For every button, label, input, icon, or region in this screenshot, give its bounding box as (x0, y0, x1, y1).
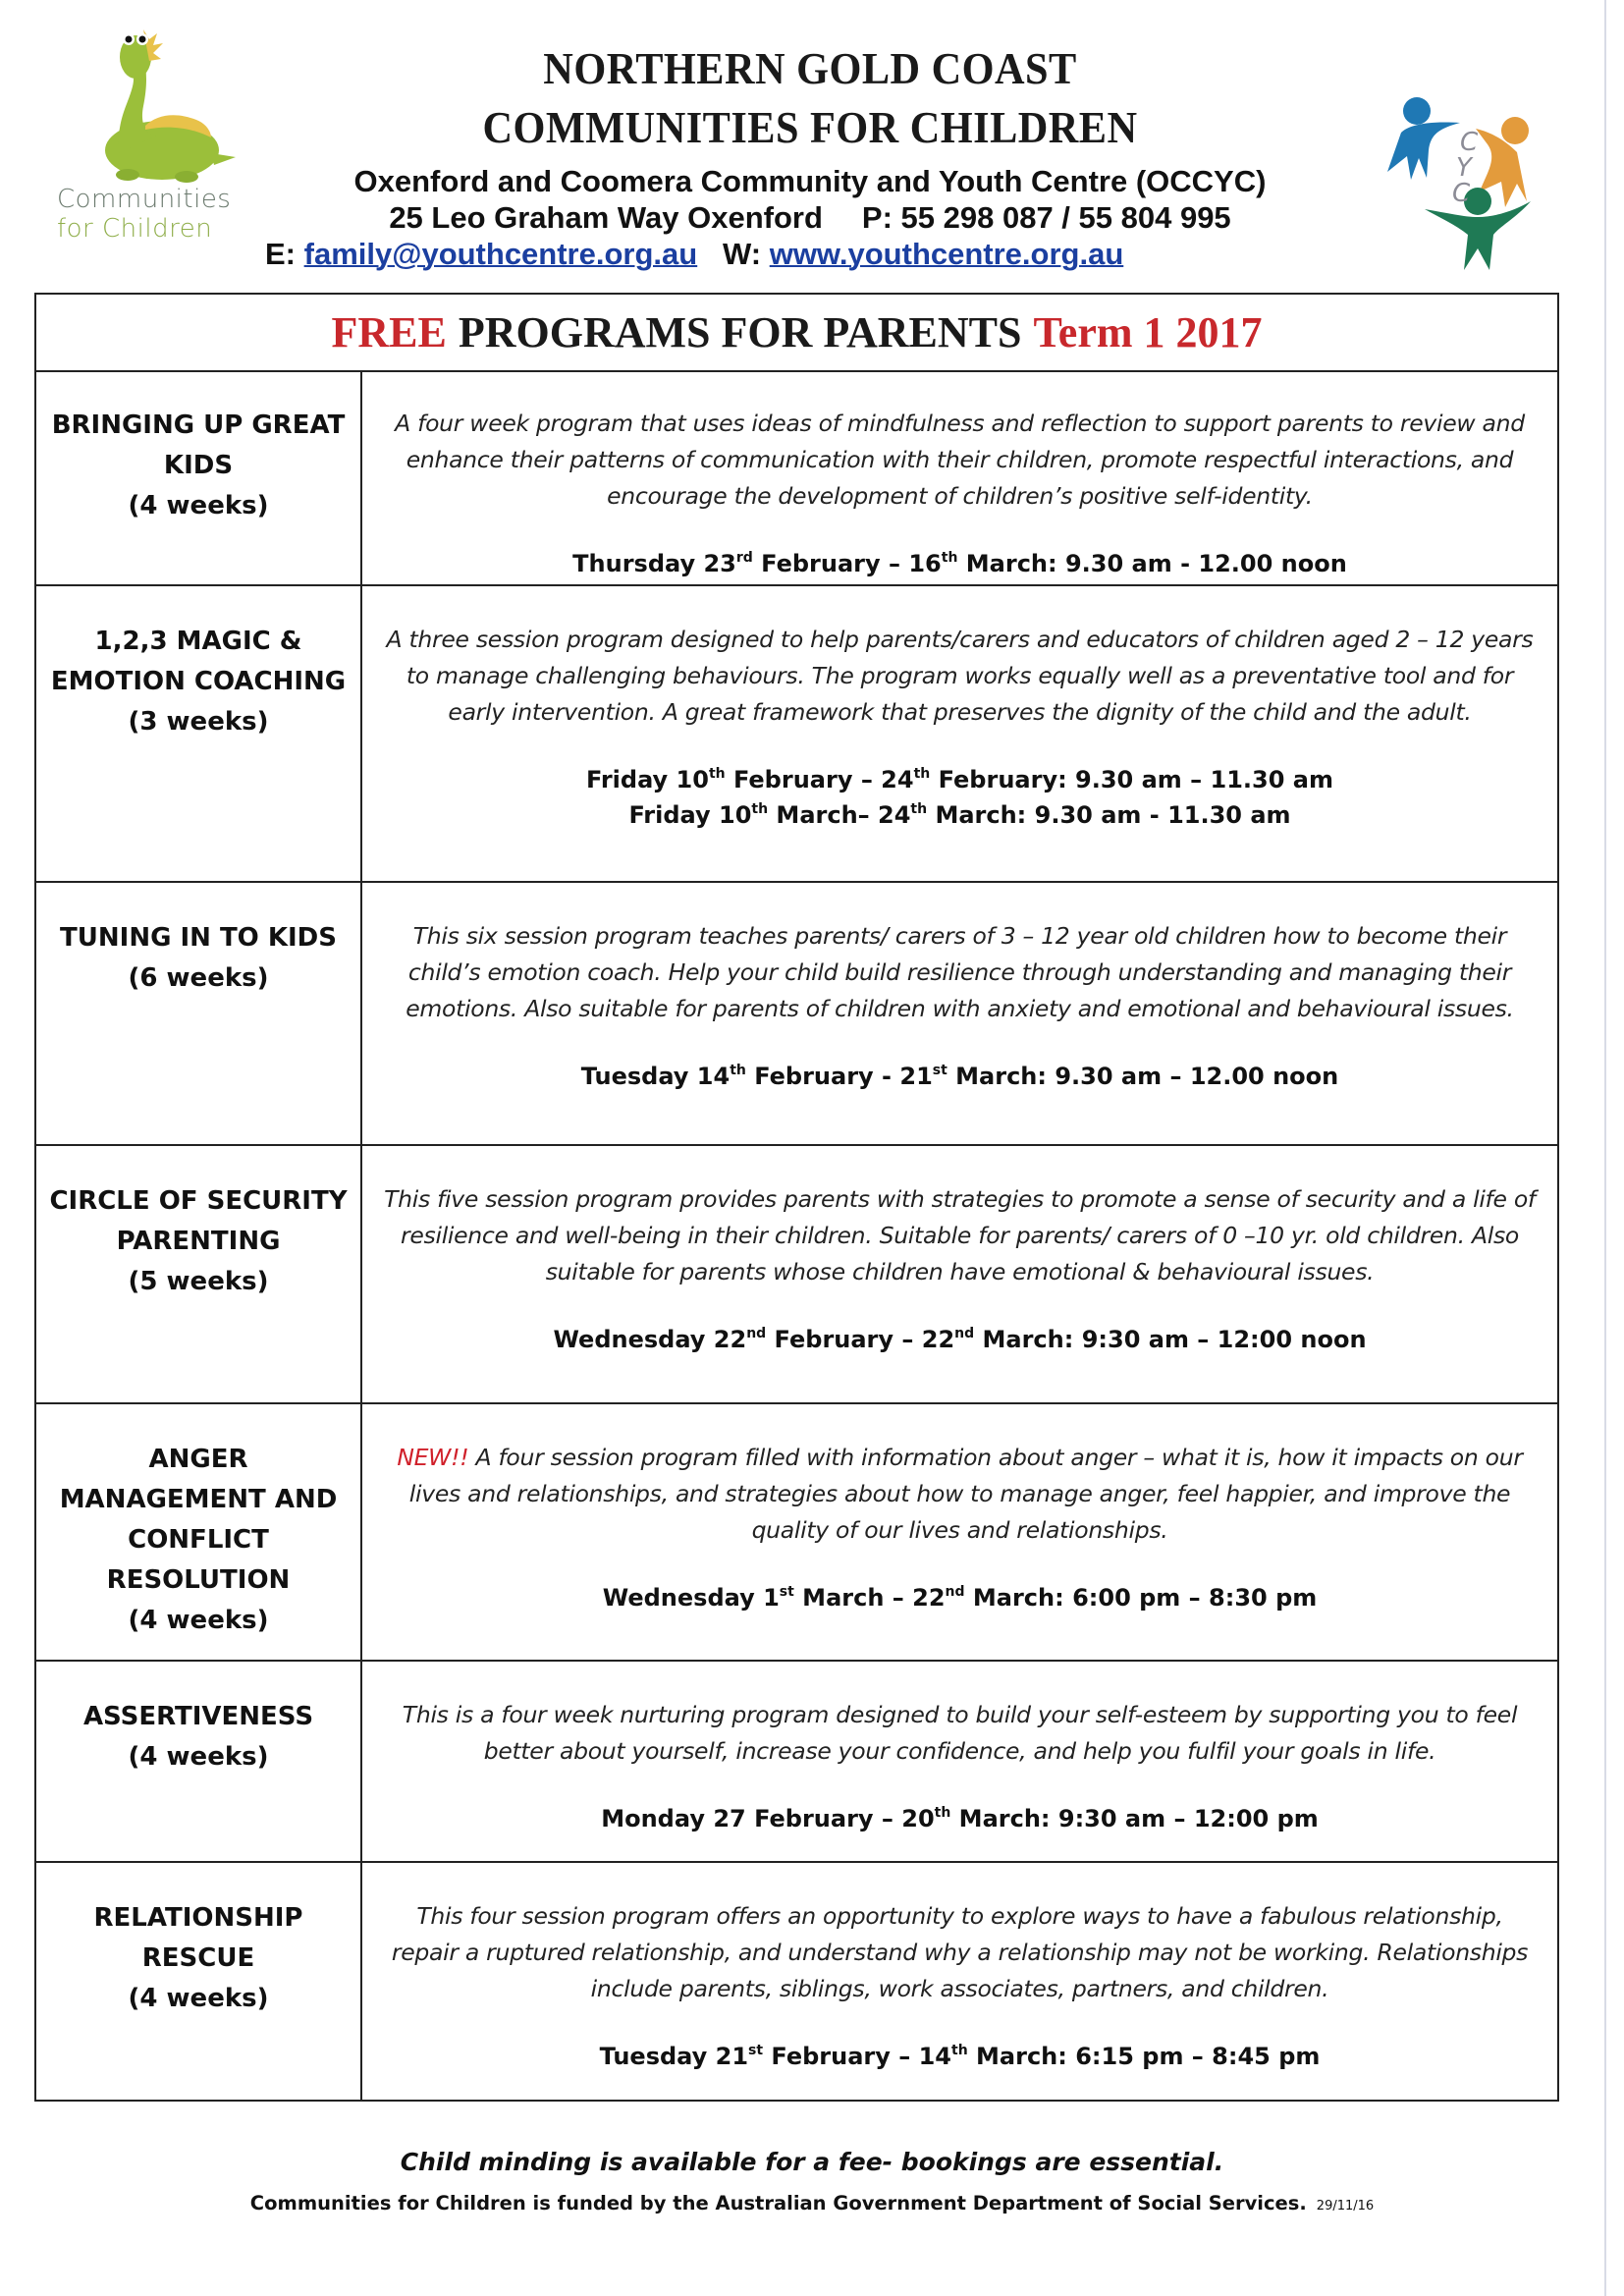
program-description (384, 1440, 1536, 1549)
program-name-line: MANAGEMENT AND (59, 1485, 338, 1514)
scan-edge-line (1604, 0, 1606, 2296)
program-schedule (384, 1059, 1536, 1094)
logo-caption-line1: Communities (57, 185, 232, 214)
program-schedule (384, 2039, 1536, 2074)
program-name-cell (36, 1662, 362, 1861)
title-line-2: COMMUNITIES FOR CHILDREN (482, 102, 1138, 152)
program-schedule (384, 1801, 1536, 1836)
schedule-text: Tuesday 14 (580, 1063, 731, 1090)
web-label: W: (723, 237, 762, 271)
program-schedule (384, 1580, 1536, 1615)
description-text: This six session program teaches parents/ carers of 3 – 12 year old children how to become their child’s emotion coach. Help your child build resilience through understanding and managing their emotions. Also suitable for parents of children with anxiety and emotional and behavioural issues. (406, 922, 1514, 1022)
description-text: A three session program designed to help parents/carers and educators of children aged 2 – 12 years to manage challenging behaviours. The program works equally well as a preventative tool and for early intervention. A great framework that preserves the dignity of the child and the adult. (386, 626, 1534, 726)
centre-name: Oxenford and Coomera Community and Youth Centre (OCCYC) (353, 164, 1267, 198)
program-name-line: (4 weeks) (128, 491, 269, 520)
program-description (384, 622, 1536, 731)
program-name-cell (36, 1404, 362, 1660)
schedule-text: March: 6:00 pm – 8:30 pm (964, 1584, 1318, 1612)
date-code: 29/11/16 (1316, 2199, 1375, 2214)
cyc-people-logo-icon (1370, 74, 1556, 280)
phone-label: P: (861, 200, 893, 235)
program-details-cell (362, 883, 1557, 1144)
program-row (36, 586, 1557, 883)
program-name-cell (36, 370, 362, 584)
child-minding-notice: Child minding is available for a fee- bookings are essential. (400, 2148, 1224, 2176)
program-description (384, 1697, 1536, 1770)
title-line-1: NORTHERN GOLD COAST (543, 43, 1077, 93)
program-name-line: (4 weeks) (128, 1984, 269, 2013)
ordinal-suffix: th (951, 2043, 968, 2058)
program-row (36, 370, 1557, 586)
program-name-line: (4 weeks) (128, 1606, 269, 1635)
communities-for-children-logo (49, 27, 255, 253)
schedule-text: March: 9.30 am - 12.00 noon (957, 550, 1347, 577)
program-row (36, 1863, 1557, 2100)
ordinal-suffix: th (751, 801, 769, 817)
schedule-text: February – 22 (766, 1326, 955, 1353)
ordinal-suffix: th (913, 766, 931, 782)
ordinal-suffix: th (941, 550, 958, 566)
program-details-cell (362, 586, 1557, 881)
program-name-line: (6 weeks) (128, 963, 269, 993)
program-details-cell (362, 370, 1557, 584)
program-name-cell (36, 883, 362, 1144)
program-description (384, 1181, 1536, 1290)
new-badge: NEW!! (397, 1444, 469, 1471)
schedule-text: Thursday 23 (572, 550, 736, 577)
schedule-text: March: 6:15 pm – 8:45 pm (967, 2043, 1321, 2070)
program-name-line: KIDS (163, 451, 234, 480)
program-details-cell (362, 1662, 1557, 1861)
program-name-line: ASSERTIVENESS (82, 1702, 314, 1731)
ordinal-suffix: rd (735, 550, 753, 566)
description-text: This is a four week nurturing program designed to build your self-esteem by supporting you to feel better about yourself, increase your confidence, and help you fulfil your goals in life. (402, 1701, 1518, 1765)
schedule-text: Wednesday 22 (553, 1326, 747, 1353)
organisation-title (299, 39, 1321, 157)
email-label: E: (265, 237, 296, 271)
description-text: A four week program that uses ideas of mindfulness and reflection to support parents to review and enhance their patterns of communication with their children, promote respectful interactions, and encourage the development of children’s positive self-identity. (395, 410, 1525, 510)
address: 25 Leo Graham Way Oxenford (389, 200, 823, 235)
ordinal-suffix: st (932, 1063, 947, 1078)
program-name-line: TUNING IN TO KIDS (60, 923, 337, 953)
description-text: This five session program provides parents with strategies to promote a sense of security and a life of resilience and well-being in their children. Suitable for parents/ carers of 0 –10 yr. old children. Also suitable for parents whose children have emotional & behavioural issues. (384, 1185, 1536, 1285)
schedule-text: Tuesday 21 (599, 2043, 749, 2070)
logo-caption-line2: for Children (57, 214, 213, 244)
program-schedule (384, 1322, 1536, 1357)
program-row (36, 1662, 1557, 1863)
banner-free: FREE (331, 308, 447, 356)
program-name-line: (3 weeks) (128, 707, 269, 737)
program-details-cell (362, 1863, 1557, 2100)
schedule-text: Friday 10 (585, 766, 709, 793)
program-schedule (384, 797, 1536, 833)
description-text: This four session program offers an opportunity to explore ways to have a fabulous relationship, repair a ruptured relationship, and understand why a relationship may not be working. Relationships include parents, siblings, work associates, partners, and children. (391, 1902, 1529, 2002)
program-row (36, 1404, 1557, 1662)
dinosaur-logo-icon (49, 27, 255, 185)
program-name-line: RELATIONSHIP (93, 1903, 303, 1933)
program-description (384, 1898, 1536, 2007)
ordinal-suffix: st (779, 1584, 794, 1600)
ordinal-suffix: st (748, 2043, 764, 2058)
schedule-text: February – 16 (752, 550, 942, 577)
program-name-line: RESCUE (141, 1943, 255, 1973)
schedule-text: March: 9:30 am – 12:00 noon (974, 1326, 1367, 1353)
program-name-cell (36, 1146, 362, 1402)
schedule-text: March: 9.30 am - 11.30 am (927, 801, 1291, 829)
schedule-text: March – 22 (793, 1584, 946, 1612)
schedule-text: February – 14 (763, 2043, 951, 2070)
program-schedule (384, 762, 1536, 797)
funding-text: Communities for Children is funded by the Australian Government Department of Social Services. (249, 2192, 1307, 2214)
program-name-line: CONFLICT (128, 1525, 269, 1555)
banner-programs-for-parents: PROGRAMS FOR PARENTS (458, 308, 1022, 356)
schedule-text: February – 24 (725, 766, 914, 793)
programs-table (34, 293, 1559, 2102)
program-description (384, 406, 1536, 515)
cyc-logo (1370, 74, 1556, 280)
program-name-line: RESOLUTION (106, 1565, 291, 1595)
program-name-line: PARENTING (116, 1227, 281, 1256)
ordinal-suffix: th (934, 1805, 951, 1821)
program-name-line: EMOTION COACHING (50, 667, 347, 696)
svg-text:C: C (1460, 128, 1479, 157)
ordinal-suffix: th (910, 801, 928, 817)
address-phone-line (255, 199, 1365, 236)
email-link[interactable]: family@youthcentre.org.au (303, 237, 698, 271)
svg-text:Y: Y (1456, 153, 1472, 183)
schedule-text: March: 9.30 am – 12.00 noon (947, 1063, 1339, 1090)
program-name-line: (4 weeks) (128, 1742, 269, 1772)
programs-banner (36, 295, 1557, 372)
program-schedule (384, 546, 1536, 581)
schedule-text: Friday 10 (628, 801, 752, 829)
program-name-line: (5 weeks) (128, 1267, 269, 1296)
banner-term: Term 1 2017 (1033, 308, 1263, 356)
ordinal-suffix: nd (945, 1584, 965, 1600)
program-row (36, 883, 1557, 1146)
contact-line (265, 236, 1247, 272)
svg-text:C: C (1452, 179, 1471, 208)
schedule-text: March: 9:30 am – 12:00 pm (950, 1805, 1319, 1832)
schedule-text: February: 9.30 am – 11.30 am (930, 766, 1333, 793)
program-description (384, 918, 1536, 1027)
program-row (36, 1146, 1557, 1404)
schedule-text: Monday 27 February – 20 (601, 1805, 935, 1832)
program-name-line: BRINGING UP GREAT (51, 410, 346, 440)
program-details-cell (362, 1146, 1557, 1402)
phone-numbers: 55 298 087 / 55 804 995 (900, 200, 1231, 235)
program-name-line: 1,2,3 MAGIC & (94, 627, 302, 656)
schedule-text: March– 24 (768, 801, 911, 829)
funding-statement (0, 2192, 1624, 2214)
ordinal-suffix: th (730, 1063, 746, 1078)
program-name-line: CIRCLE OF SECURITY (49, 1186, 348, 1216)
description-text: A four session program filled with information about anger – what it is, how it impacts on our lives and relationships, and strategies about how to manage anger, feel happier, and improve the quality of our lives and relationships. (408, 1444, 1523, 1544)
logo-caption (57, 185, 253, 244)
program-name-line: ANGER (148, 1445, 248, 1474)
schedule-text: February - 21 (745, 1063, 933, 1090)
ordinal-suffix: th (708, 766, 726, 782)
schedule-text: Wednesday 1 (602, 1584, 780, 1612)
program-details-cell (362, 1404, 1557, 1660)
ordinal-suffix: nd (954, 1326, 975, 1341)
program-name-cell (36, 1863, 362, 2100)
program-name-cell (36, 586, 362, 881)
ordinal-suffix: nd (746, 1326, 767, 1341)
website-link[interactable]: www.youthcentre.org.au (769, 237, 1124, 271)
